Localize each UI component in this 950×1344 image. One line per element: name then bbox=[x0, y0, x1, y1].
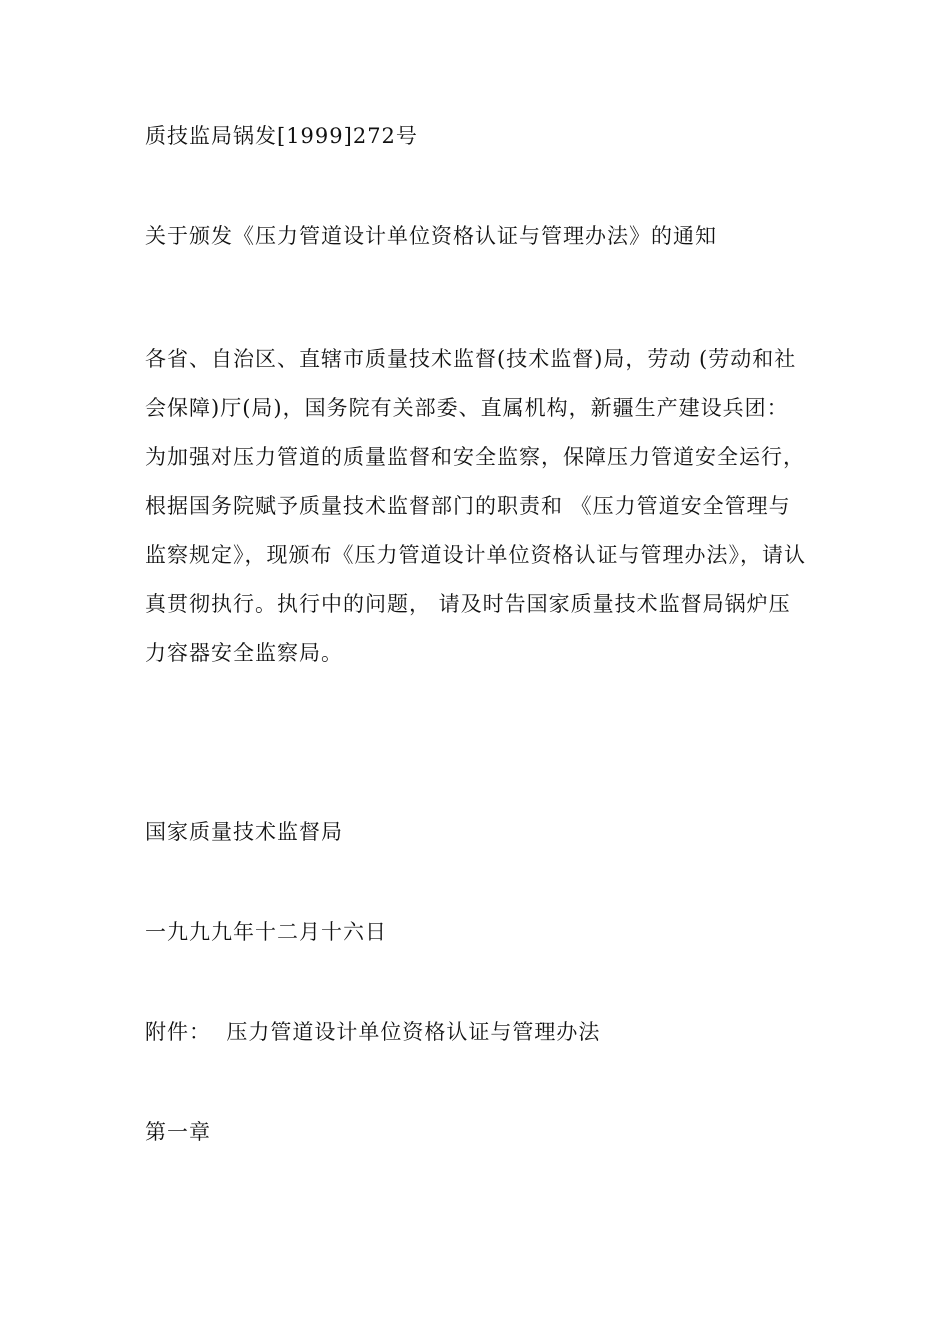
body-line: 为加强对压力管道的质量监督和安全监察，保障压力管道安全运行， bbox=[145, 445, 805, 469]
body-line: 力容器安全监察局。 bbox=[145, 641, 343, 665]
body-paragraph bbox=[145, 344, 811, 687]
body-line: 根据国务院赋予质量技术监督部门的职责和 《压力管道安全管理与 bbox=[145, 494, 791, 518]
issuer: 国家质量技术监督局 bbox=[145, 820, 343, 844]
body-line: 真贯彻执行。执行中的问题， 请及时告国家质量技术监督局锅炉压 bbox=[145, 592, 791, 616]
chapter-heading: 第一章 bbox=[145, 1120, 211, 1144]
attachment-line: 附件： 压力管道设计单位资格认证与管理办法 bbox=[145, 1020, 601, 1044]
body-line: 各省、自治区、直辖市质量技术监督(技术监督)局，劳动 (劳动和社 bbox=[145, 347, 797, 371]
body-line: 监察规定》，现颁布《压力管道设计单位资格认证与管理办法》，请认 bbox=[145, 543, 806, 567]
document-number: 质技监局锅发[1999]272号 bbox=[145, 124, 418, 148]
document-title: 关于颁发《压力管道设计单位资格认证与管理办法》的通知 bbox=[145, 224, 717, 248]
issue-date: 一九九九年十二月十六日 bbox=[145, 920, 387, 944]
body-line: 会保障)厅(局)，国务院有关部委、直属机构，新疆生产建设兵团： bbox=[145, 396, 789, 420]
